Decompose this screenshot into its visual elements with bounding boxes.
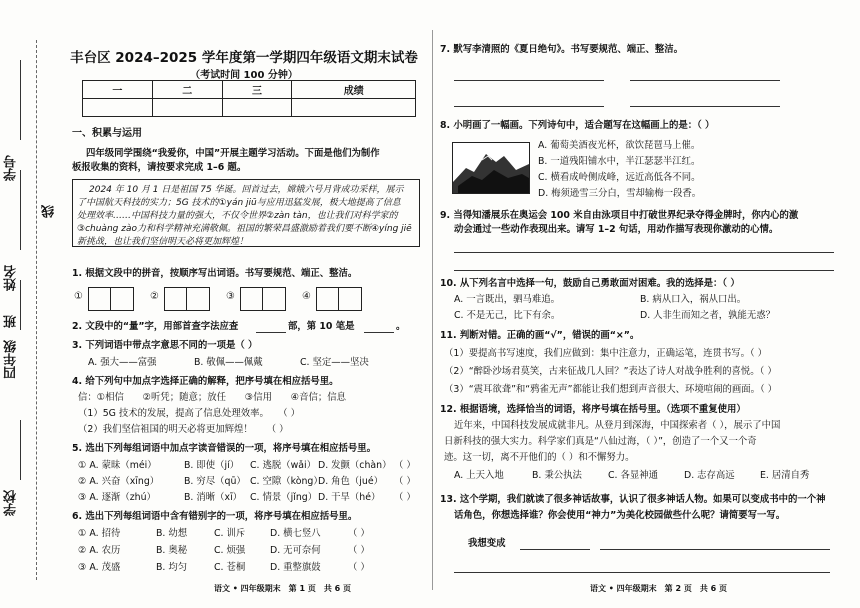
q13-text-1: 13. 这个学期，我们就读了很多神话故事，认识了很多神话人物。如果可以变成书中的一个神 <box>440 494 826 505</box>
q5-row-3-a[interactable]: ③ A. 逐渐（zhú） <box>78 492 156 503</box>
q10-option-c[interactable]: C. 不是无己，比下有余。 <box>454 310 561 321</box>
q12-option-c[interactable]: C. 各显神通 <box>608 470 659 481</box>
q2-blank-1[interactable] <box>256 332 286 333</box>
q7-blank-2[interactable] <box>630 80 780 81</box>
q1-text: 1. 根据文段中的拼音，按顺序写出词语。书写要规范、端正、整洁。 <box>72 268 358 279</box>
q8-text: 8. 小明画了一幅画。下列诗句中，适合题写在这幅画上的是：（ ） <box>440 120 715 131</box>
q5-row-1-answer[interactable]: （ ） <box>394 460 416 471</box>
q5-row-2-c[interactable]: C. 空隙（kòng） <box>250 476 323 487</box>
q5-row-3-b[interactable]: B. 消晰（xī） <box>184 492 243 503</box>
q9-text-1: 9. 当得知潘展乐在奥运会 100 米自由泳项目中打破世界纪录夺得金牌时，你内心的激 <box>440 210 799 221</box>
q5-row-2-b[interactable]: B. 穷尽（qū） <box>184 476 246 487</box>
q10-option-d[interactable]: D. 人非生而知之者，孰能无惑？ <box>640 310 776 321</box>
q12-option-a[interactable]: A. 上天入地 <box>454 470 504 481</box>
q4-text: 4. 给下列句中加点字选择正确的解释，把序号填在相应括号里。 <box>72 376 339 387</box>
student-number-field[interactable] <box>20 60 21 140</box>
q5-row-3-c[interactable]: C. 情景（jǐng） <box>250 492 318 503</box>
q8-option-a[interactable]: A. 葡萄美酒夜光杯，欲饮琵琶马上催。 <box>538 140 701 151</box>
student-number-label: 学号 <box>4 155 19 181</box>
q10-option-a[interactable]: A. 一言既出，驷马难追。 <box>454 294 560 305</box>
q5-row-1-a[interactable]: ① A. 蒙昧（méi） <box>78 460 157 471</box>
q5-row-2-a[interactable]: ② A. 兴奋（xīng） <box>78 476 160 487</box>
page-1-footer: 语文 • 四年级期末 第 1 页 共 6 页 <box>214 584 351 593</box>
q6-row-2-a[interactable]: ② A. 农历 <box>78 545 121 556</box>
school-field[interactable] <box>20 420 21 480</box>
grade-label: 四年级 <box>4 340 19 379</box>
score-header-1: 一 <box>83 81 153 99</box>
q7-blank-3[interactable] <box>454 106 604 107</box>
q5-row-3-answer[interactable]: （ ） <box>394 492 416 503</box>
q6-row-1-answer[interactable]: （ ） <box>348 528 370 539</box>
passage-line-5: 新挑战，也让我们坚信明天必将更加辉煌！ <box>77 237 249 247</box>
q1-mark-2: ② <box>150 291 159 302</box>
q2-text-b: 部，第 10 笔是 <box>288 321 355 332</box>
page-2 <box>440 0 852 608</box>
q13-answer-line[interactable] <box>454 572 830 573</box>
q6-row-1-a[interactable]: ① A. 招待 <box>78 528 121 539</box>
q8-option-d[interactable]: D. 梅须逊雪三分白，雪却输梅一段香。 <box>538 188 702 199</box>
q7-text: 7. 默写李清照的《夏日绝句》。书写要规范、端正、整洁。 <box>440 44 684 55</box>
q11-statement-2: （2）“醉卧沙场君莫笑，古来征战几人回？”表达了诗人对战争胜利的喜悦。（ ） <box>444 366 777 377</box>
q7-blank-1[interactable] <box>454 80 604 81</box>
score-table <box>82 80 416 117</box>
q1-mark-4: ④ <box>302 291 311 302</box>
passage-line-2: 了中国航天科技的实力；5G 技术的①yán jiū与应用迅猛发展，极大地提高了信息 <box>77 198 401 208</box>
passage-box <box>72 179 420 247</box>
q11-statement-3: （3）“震耳欲聋”和“鸦雀无声”都能让我们想到声音很大、环境喧闹的画面。（ ） <box>444 384 778 395</box>
q1-answer-box-1[interactable] <box>88 287 134 311</box>
q13-text-3: 我想变成 <box>468 538 506 549</box>
q3-option-b[interactable]: B. 敬佩——佩戴 <box>194 357 263 368</box>
q5-row-1-d[interactable]: D. 发颤（chàn） <box>318 460 392 471</box>
q6-row-1-c[interactable]: C. 训斥 <box>214 528 246 539</box>
score-cell-1[interactable] <box>83 99 153 117</box>
q1-answer-box-2[interactable] <box>164 287 210 311</box>
q10-text: 10. 从下列名言中选择一句，鼓励自己勇敢面对困难。我的选择是：（ ） <box>440 278 740 289</box>
q7-blank-4[interactable] <box>630 106 780 107</box>
q12-option-d[interactable]: D. 志存高远 <box>684 470 735 481</box>
q1-answer-box-3[interactable] <box>240 287 286 311</box>
q5-row-2-d[interactable]: D. 角色（jué） <box>318 476 383 487</box>
score-cell-2[interactable] <box>152 99 222 117</box>
q6-row-1-d[interactable]: D. 横七竖八 <box>270 528 321 539</box>
q5-row-2-answer[interactable]: （ ） <box>394 476 416 487</box>
mountain-painting <box>452 142 530 194</box>
q6-row-3-c[interactable]: C. 苍桐 <box>214 562 246 573</box>
q6-row-3-d[interactable]: D. 重整旗鼓 <box>270 562 321 573</box>
q5-row-3-d[interactable]: D. 干旱（hé） <box>318 492 381 503</box>
page-divider <box>432 30 433 590</box>
intro-line-2: 板报收集的资料，请按要求完成 1–6 题。 <box>72 162 247 173</box>
q6-row-3-answer[interactable]: （ ） <box>348 562 370 573</box>
q5-row-1-c[interactable]: C. 逃脱（wǎi） <box>250 460 317 471</box>
q9-answer-line-1[interactable] <box>454 252 834 253</box>
school-label: 学校 <box>4 490 19 516</box>
q11-statement-1: （1）要提高书写速度，我们应做到：集中注意力，正确运笔，连贯书写。（ ） <box>444 348 768 359</box>
name-field[interactable] <box>20 170 21 250</box>
exam-title: 丰台区 2024–2025 学年度第一学期四年级语文期末试卷 <box>70 50 418 66</box>
name-label: 姓名 <box>4 265 19 291</box>
score-header-3: 三 <box>222 81 292 99</box>
q3-option-a[interactable]: A. 强大——富强 <box>88 357 157 368</box>
q8-option-b[interactable]: B. 一道残阳铺水中，半江瑟瑟半江红。 <box>538 156 701 167</box>
q12-option-b[interactable]: B. 秉公执法 <box>532 470 582 481</box>
q3-text: 3. 下列词语中带点字意思不同的一项是（ ） <box>72 340 258 351</box>
q3-option-c[interactable]: C. 坚定——坚决 <box>300 357 369 368</box>
q11-text: 11. 判断对错。正确的画“√”，错误的画“×”。 <box>440 330 640 341</box>
q6-row-3-a[interactable]: ③ A. 茂盛 <box>78 562 121 573</box>
passage-line-3: 处理效率……中国科技力量的强大，不仅令世界②zàn tàn，也让我们对科学家的 <box>77 211 398 221</box>
passage-line-4: ③chuàng zào力和科学精神充满敬佩。祖国的繁荣昌盛激励着我们要不断④yíng jiē <box>77 224 412 234</box>
page-1 <box>64 0 424 608</box>
q12-passage-2: 日新科技的强大实力。科学家们真是“八仙过海，（ ）”，创造了一个又一个奇 <box>444 436 757 447</box>
score-header-2: 二 <box>152 81 222 99</box>
q10-option-b[interactable]: B. 病从口入，祸从口出。 <box>640 294 747 305</box>
q1-mark-1: ① <box>74 291 83 302</box>
intro-line-1: 四年级同学围绕“我爱你，中国”开展主题学习活动。下面是他们为制作 <box>86 148 380 159</box>
exam-duration: （考试时间 100 分钟） <box>190 70 298 81</box>
q4-definitions: 信：①相信 ②听凭；随意；放任 ③信用 ④音信；信息 <box>78 392 346 403</box>
q5-row-1-b[interactable]: B. 即使（jí） <box>184 460 240 471</box>
q13-blank-role[interactable] <box>520 549 590 550</box>
section-1-heading: 一、积累与运用 <box>72 128 142 139</box>
q6-row-2-c[interactable]: C. 烦强 <box>214 545 246 556</box>
q2-blank-2[interactable] <box>364 332 394 333</box>
binding-dashed-line <box>36 40 37 580</box>
score-header-total: 成绩 <box>292 81 416 99</box>
q6-row-3-b[interactable]: B. 均匀 <box>156 562 188 573</box>
q2-text-a: 2. 文段中的“量”字，用部首查字法应查 <box>72 321 239 332</box>
passage-line-1: 2024 年 10 月 1 日是祖国 75 华诞。回首过去，嫦娥六号月背成功采样，展示 <box>89 185 404 195</box>
q5-text: 5. 选出下列每组词语中加点字读音错误的一项，将序号填在相应括号里。 <box>72 443 376 454</box>
q6-text: 6. 选出下列每组词语中含有错别字的一项，将序号填在相应括号里。 <box>72 511 358 522</box>
q6-row-1-b[interactable]: B. 幼想 <box>156 528 188 539</box>
q13-blank-continue[interactable] <box>600 549 830 550</box>
q4-sentence-2: （2）我们坚信祖国的明天必将更加辉煌！ （ ） <box>78 424 289 435</box>
q6-row-2-d[interactable]: D. 无可奈何 <box>270 545 321 556</box>
xian-label: 线 <box>42 205 57 218</box>
q6-row-2-b[interactable]: B. 奥秘 <box>156 545 188 556</box>
page-2-footer: 语文 • 四年级期末 第 2 页 共 6 页 <box>590 584 727 593</box>
q12-option-e[interactable]: E. 居清自秀 <box>760 470 810 481</box>
binding-strip <box>0 0 58 608</box>
q4-sentence-1: （1）5G 技术的发展，提高了信息处理效率。 （ ） <box>78 408 301 419</box>
score-cell-total[interactable] <box>292 99 416 117</box>
q12-passage-1: 近年来，中国科技发展成就非凡。从登月到深海，中国探索者（ ），展示了中国 <box>454 420 781 431</box>
q6-row-2-answer[interactable]: （ ） <box>348 545 370 556</box>
q12-text: 12. 根据语境，选择恰当的词语，将序号填在括号里。（选项不重复使用） <box>440 404 746 415</box>
score-cell-3[interactable] <box>222 99 292 117</box>
class-label: 班 <box>4 315 19 328</box>
q13-text-2: 话角色，你想选择谁？你会使用“神力”为美化校园做些什么呢？请简要写一写。 <box>454 510 786 521</box>
q9-text-2: 动会通过一些动作表现出来。请写 1–2 句话，用动作描写表现你激动的心情。 <box>454 224 779 235</box>
q1-answer-box-4[interactable] <box>316 287 362 311</box>
q8-option-c[interactable]: C. 横看成岭侧成峰，远近高低各不同。 <box>538 172 701 183</box>
q12-passage-3: 迹。这一切，离不开他们的（ ）和不懈努力。 <box>444 452 635 463</box>
q1-mark-3: ③ <box>226 291 235 302</box>
q9-answer-line-2[interactable] <box>454 270 834 271</box>
q2-text-c: 。 <box>396 321 406 332</box>
